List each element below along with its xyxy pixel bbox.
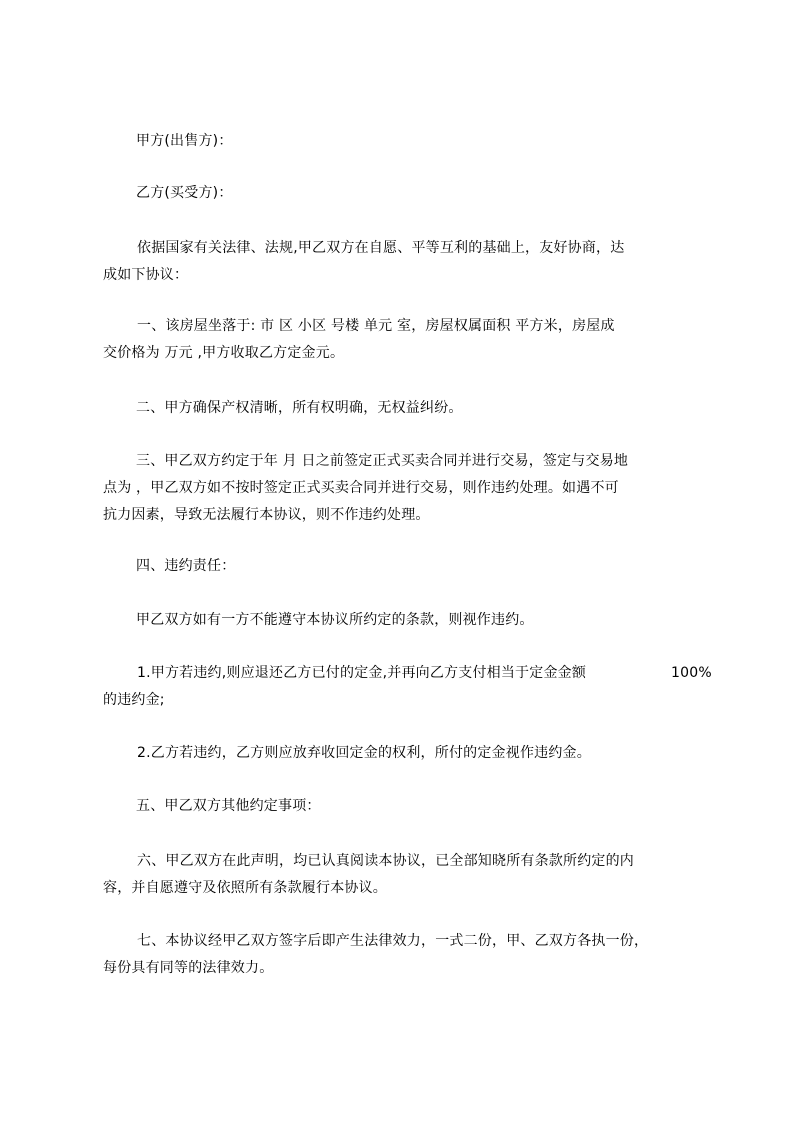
- party-a-line: [103, 128, 703, 155]
- clause-7-paragraph: [103, 928, 703, 982]
- clause-4-heading-text: 四、违约责任：: [136, 558, 236, 574]
- clause-4-intro-text: 甲乙双方如有一方不能遵守本协议所约定的条款，则视作违约。: [136, 612, 534, 628]
- clause-6-paragraph: [103, 848, 703, 902]
- party-a-label: 甲方(出售方)：: [136, 133, 233, 149]
- intro-line-2: 成如下协议：: [103, 267, 189, 283]
- clause-4-item-1-line-2: 的违约金;: [103, 692, 165, 708]
- clause-1-line-2: 交价格为 万元 ,甲方收取乙方定金元。: [103, 345, 345, 361]
- clause-2-paragraph: [103, 395, 703, 422]
- clause-3-line-1: 三、甲乙双方约定于年 月 日之前签定正式买卖合同并进行交易，签定与交易地: [136, 453, 629, 469]
- clause-2-line: 二、甲方确保产权清晰，所有权明确，无权益纠纷。: [136, 400, 463, 416]
- clause-1-line-1: 一、该房屋坐落于: 市 区 小区 号楼 单元 室，房屋权属面积 平方米，房屋成: [137, 318, 615, 334]
- clause-5-text: 五、甲乙双方其他约定事项：: [136, 798, 321, 814]
- clause-4-item-1-percent: 100%: [671, 665, 712, 681]
- party-b-line: [103, 180, 703, 207]
- clause-3-line-3: 抗力因素，导致无法履行本协议，则不作违约处理。: [103, 507, 430, 523]
- clause-3-line-2: 点为 ，甲乙双方如不按时签定正式买卖合同并进行交易，则作违约处理。如遇不可: [103, 480, 619, 496]
- party-b-label: 乙方(买受方)：: [136, 185, 233, 201]
- clause-4-item-1-line-1: [103, 660, 712, 687]
- clause-6-line-1: 六、甲乙双方在此声明，均已认真阅读本协议，已全部知晓所有条款所约定的内: [137, 853, 634, 869]
- clause-4-item-2: [103, 740, 703, 767]
- clause-6-line-2: 容，并自愿遵守及依照所有条款履行本协议。: [103, 880, 387, 896]
- intro-paragraph: [103, 235, 703, 289]
- clause-4-heading: [103, 553, 703, 580]
- clause-1-paragraph: [103, 313, 703, 367]
- clause-7-line-2: 每份具有同等的法律效力。: [103, 960, 274, 976]
- clause-3-paragraph: [103, 448, 703, 529]
- clause-4-item-1: [103, 660, 712, 714]
- clause-5-paragraph: [103, 793, 703, 820]
- clause-4-item-2-text: 2.乙方若违约，乙方则应放弃收回定金的权利，所付的定金视作违约金。: [137, 745, 591, 761]
- intro-line-1: 依据国家有关法律、法规,甲乙双方在自愿、平等互利的基础上，友好协商，达: [137, 240, 625, 256]
- clause-4-intro: [103, 607, 703, 634]
- clause-7-line-1: 七、本协议经甲乙双方签字后即产生法律效力，一式二份，甲、乙双方各执一份，: [137, 933, 649, 949]
- clause-4-item-1-text: 1.甲方若违约,则应退还乙方已付的定金,并再向乙方支付相当于定金金额: [137, 665, 587, 681]
